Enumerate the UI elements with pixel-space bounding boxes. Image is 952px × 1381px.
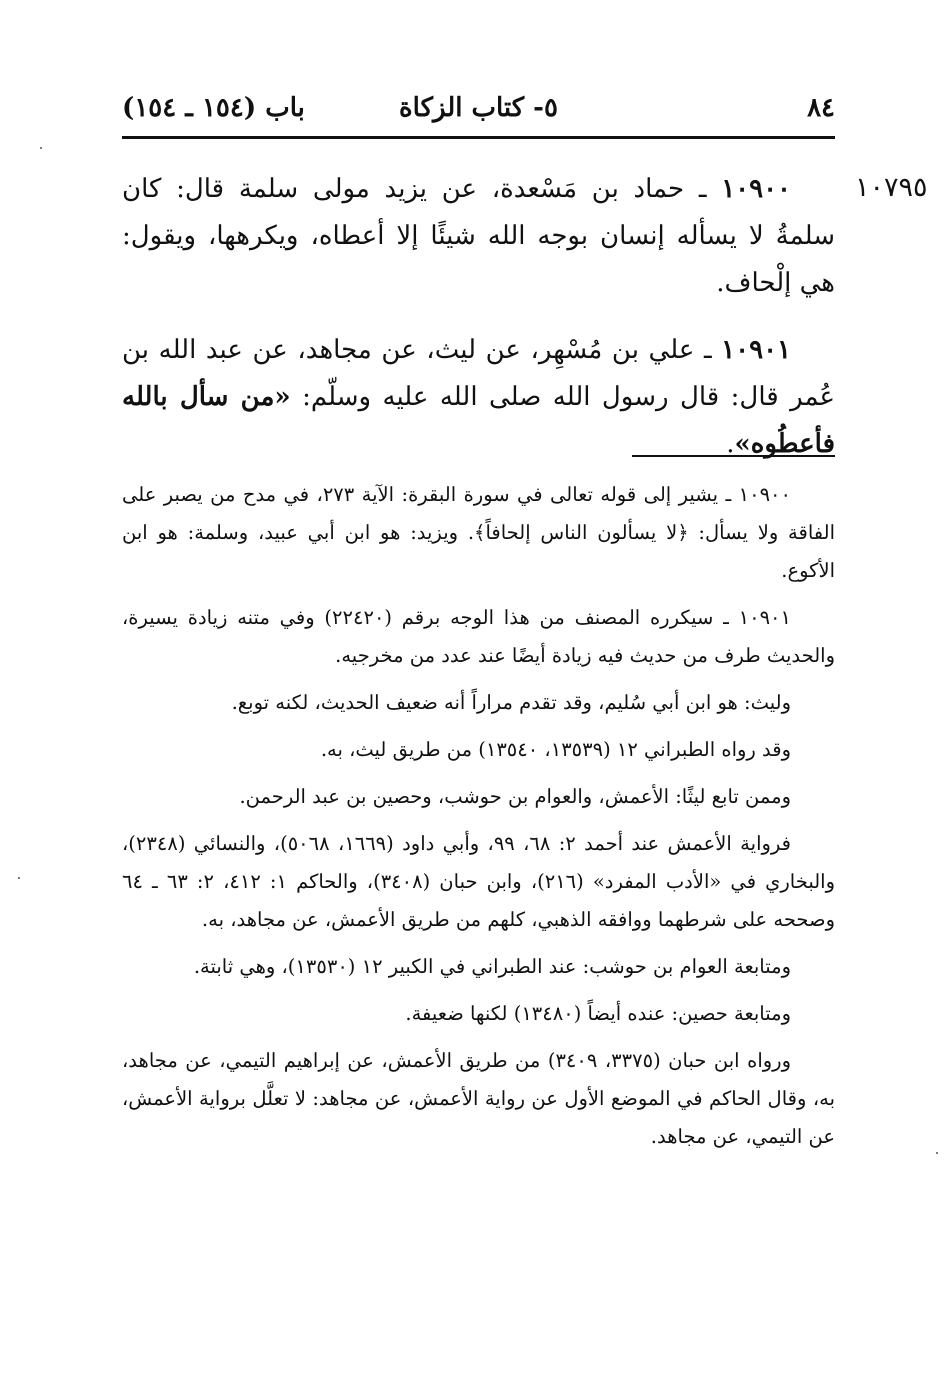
footnote-paragraph: ومتابعة العوام بن حوشب: عند الطبراني في الكبير ١٢ (١٣٥٣٠)، وهي ثابتة. [193, 955, 791, 978]
hadith-text: ـ علي بن مُسْهِر، عن ليث، عن مجاهد، عن عبد الله بن عُمر قال: قال رسول الله صلى الله عليه وسلّم: [122, 335, 835, 412]
footnote-paragraph: ١٠٩٠٠ ـ يشير إلى قوله تعالى في سورة البقرة: الآية ٢٧٣، في مدح من يصبر على الفاقة ولا يسأل: ﴿لا يسألون الناس إلحافاً﴾. ويزيد: هو ابن أبي عبيد، وسلمة: هو ابن الأكوع. [122, 483, 835, 582]
scan-speck [18, 877, 20, 879]
page-number: ٨٤ [807, 93, 835, 123]
hadith-number: ١٠٩٠١ [721, 335, 791, 365]
footnote-paragraph: وقد رواه الطبراني ١٢ (١٣٥٣٩، ١٣٥٤٠) من طريق ليث، به. [320, 738, 791, 761]
footnote-paragraph: وليث: هو ابن أبي سُليم، وقد تقدم مراراً أنه ضعيف الحديث، لكنه توبع. [231, 691, 791, 714]
main-text [122, 166, 835, 488]
margin-hadith-number: ١٠٧٩٥ [855, 172, 928, 203]
hadith-entry [122, 166, 835, 307]
hadith-number: ١٠٩٠٠ [721, 174, 792, 204]
hadith-text: ـ حماد بن مَسْعدة، عن يزيد مولى سلمة قال: كان سلمةُ لا يسأله إنسان بوجه الله شيئًا إلا أعطاه، ويكرهها، ويقول: هي إلْحاف. [122, 174, 835, 298]
hadith-text-tail: . [726, 429, 735, 459]
hadith-entry [122, 327, 835, 468]
footnote-paragraph: ورواه ابن حبان (٣٣٧٥، ٣٤٠٩) من طريق الأعمش، عن إبراهيم التيمي، عن مجاهد، به، وقال الحاكم في الموضع الأول عن رواية الأعمش، عن مجاهد: لا تعلَّل برواية الأعمش، عن التيمي، عن مجاهد. [122, 1049, 835, 1148]
footnotes [122, 476, 835, 1165]
footnote-divider [632, 455, 835, 457]
footnote-paragraph: ١٠٩٠١ ـ سيكرره المصنف من هذا الوجه برقم (٢٢٤٢٠) وفي متنه زيادة يسيرة، والحديث طرف من حديث فيه زيادة أيضًا عند عدد من مخرجيه. [122, 606, 835, 667]
page-header [122, 93, 835, 133]
footnote-paragraph: وممن تابع ليثًا: الأعمش، والعوام بن حوشب، وحصين بن عبد الرحمن. [239, 785, 791, 808]
scan-speck [936, 1152, 938, 1154]
footnote-paragraph: فرواية الأعمش عند أحمد ٢: ٦٨، ٩٩، وأبي داود (١٦٦٩، ٥٠٦٨)، والنسائي (٢٣٤٨)، والبخاري في «الأدب المفرد» (٢١٦)، وابن حبان (٣٤٠٨)، والحاكم ١: ٤١٢، ٢: ٦٣ ـ ٦٤ وصححه على شرطهما ووافقه الذهبي، كلهم من طريق الأعمش، عن مجاهد، به. [122, 832, 835, 931]
footnote-paragraph: ومتابعة حصين: عنده أيضاً (١٣٤٨٠) لكنها ضعيفة. [405, 1002, 791, 1025]
chapter-range: باب (١٥٤ ـ ١٥٤) [122, 93, 305, 123]
book-title: ٥- كتاب الزكاة [399, 93, 558, 123]
scan-speck [40, 147, 42, 149]
prophetic-quote: «من سأل بالله فأعطُوه» [122, 382, 835, 459]
header-divider [122, 136, 835, 139]
